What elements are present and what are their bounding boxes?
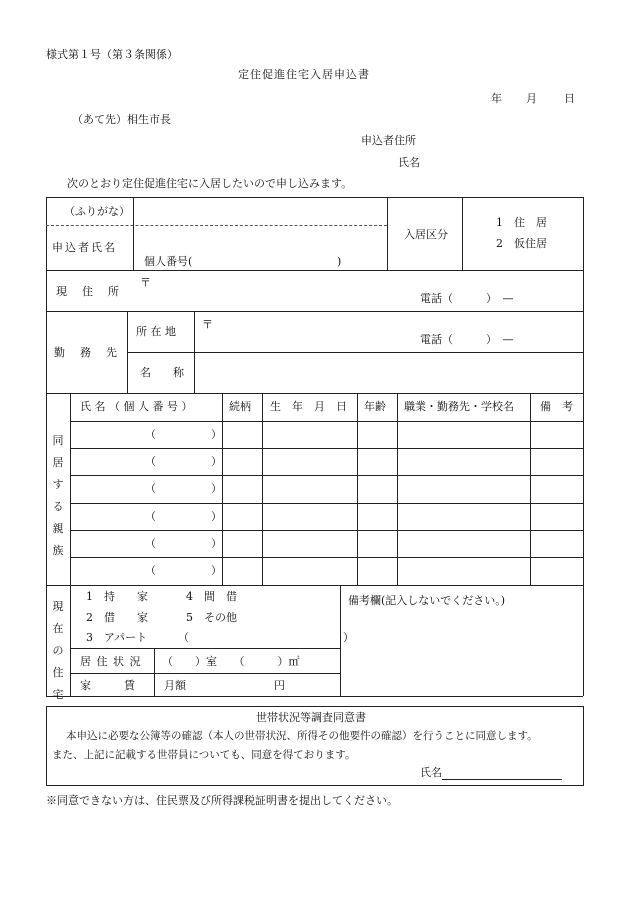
date-year: 年: [491, 92, 502, 105]
footnote: ※同意できない方は、住民票及び所得課税証明書を提出してください。: [46, 794, 398, 807]
family-header-notes: 備 考: [540, 400, 573, 413]
workplace-label: 勤 務 先: [54, 346, 119, 359]
family-side-label: 同居する親族: [52, 434, 64, 557]
applicant-address-label: 申込者住所: [361, 134, 416, 147]
workplace-phone: 電話（ ） —: [420, 333, 514, 346]
consent-line-2: また、上記に記載する世帯員についても、同意を得ております。: [52, 749, 356, 761]
entry-type-option-2: 2 仮住居: [496, 237, 547, 250]
workplace-location-label: 所 在 地: [136, 325, 176, 338]
entry-type-option-1: 1 住 居: [496, 216, 547, 229]
housing-rent-value: 月額 円: [164, 679, 285, 692]
family-header-age: 年齢: [364, 400, 386, 413]
family-row-4: （ ）: [145, 510, 222, 523]
family-header-relation: 続柄: [229, 400, 251, 413]
family-row-3: （ ）: [145, 482, 222, 495]
housing-status-value: （ ）室 （ ）㎡: [162, 655, 300, 668]
consent-signature: [420, 766, 562, 780]
date-day: 日: [564, 92, 575, 105]
remarks-label: 備考欄(記入しないでください。): [348, 594, 506, 607]
applicant-name-label: 氏名: [398, 156, 420, 169]
housing-option-4: 4 間 借: [186, 590, 237, 603]
intro-text: 次のとおり定住促進住宅に入居したいので申し込みます。: [67, 177, 353, 190]
personal-number-close: ): [337, 255, 342, 268]
family-row-2: （ ）: [145, 455, 222, 468]
family-header-job: 職業・勤務先・学校名: [404, 400, 514, 413]
page-title: 定住促進住宅入居申込書: [238, 68, 370, 81]
workplace-name-label: 名 称: [140, 366, 184, 379]
current-address-phone: 電話（ ） —: [420, 292, 514, 305]
current-address-label: 現 住 所: [56, 285, 121, 298]
consent-name-label: 氏名: [420, 766, 442, 779]
housing-option-2: 2 借 家: [86, 611, 148, 624]
entry-type-label: 入居区分: [404, 228, 448, 241]
consent-signature-line: [442, 767, 562, 780]
workplace-postal: 〒: [202, 318, 213, 331]
family-row-6: （ ）: [145, 564, 222, 577]
personal-number-label: 個人番号(: [144, 255, 193, 268]
date-month: 月: [526, 92, 537, 105]
housing-option-3-detail: （ ）: [178, 631, 354, 644]
housing-option-1: 1 持 家: [86, 590, 148, 603]
form-number: 様式第１号（第３条関係）: [46, 48, 178, 61]
family-row-5: （ ）: [145, 537, 222, 550]
housing-option-5: 5 その他: [186, 611, 237, 624]
furigana-label: （ふりがな）: [64, 205, 130, 218]
housing-rent-label: 家 賃: [80, 679, 135, 692]
addressee: （あて先）相生市長: [72, 113, 171, 126]
applicant-name-field-label: 申込者氏名: [52, 241, 117, 254]
family-row-1: （ ）: [145, 428, 222, 441]
consent-title: 世帯状況等調査同意書: [256, 711, 366, 724]
family-header-name: 氏 名 （ 個 人 番 号 ）: [80, 400, 193, 413]
family-header-birth: 生 年 月 日: [270, 400, 347, 413]
current-address-postal: 〒: [140, 276, 151, 289]
housing-status-label: 居 住 状 況: [80, 655, 142, 668]
housing-option-3: 3 アパート: [86, 631, 148, 644]
consent-line-1: 本申込に必要な公簿等の確認（本人の世帯状況、所得その他要件の確認）を行うことに同意します。: [66, 730, 538, 742]
housing-side-label: 現在の住宅: [52, 600, 64, 701]
